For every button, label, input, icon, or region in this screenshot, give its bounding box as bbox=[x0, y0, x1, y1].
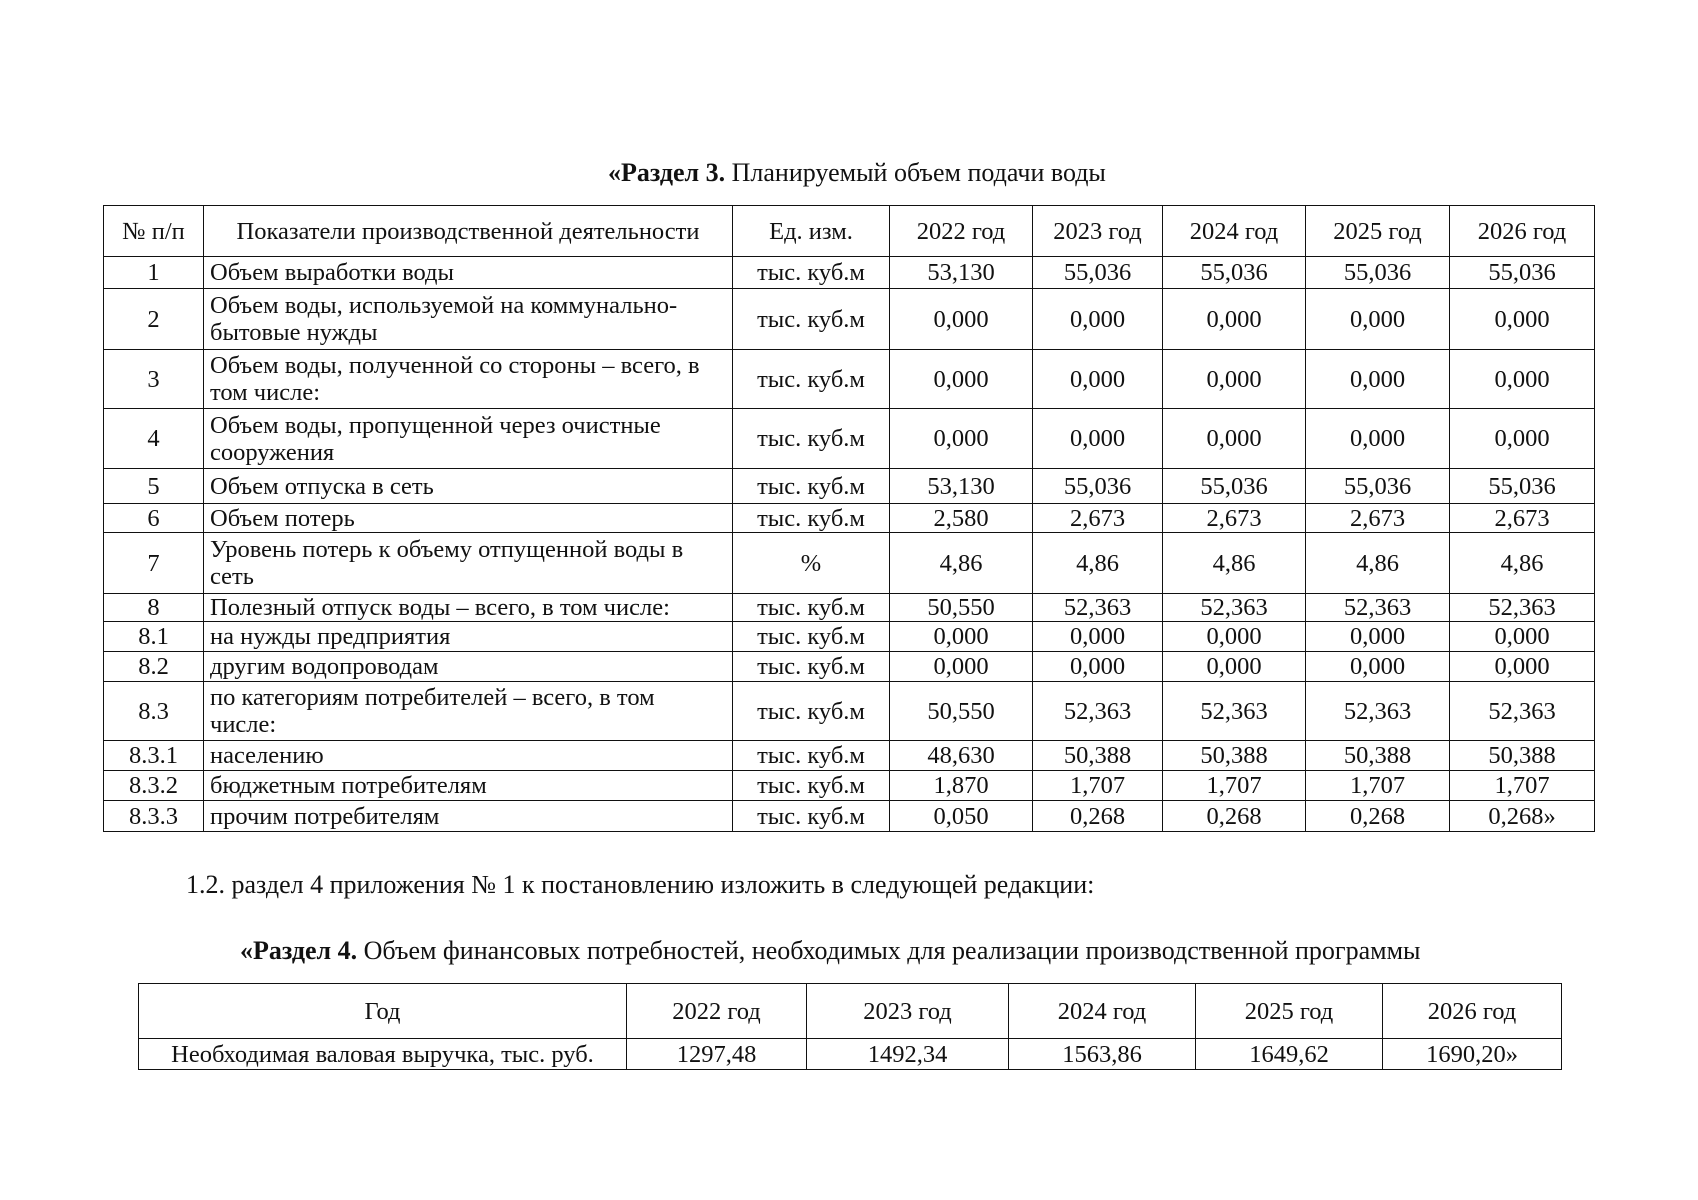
row-value-2026: 0,000 bbox=[1450, 622, 1595, 652]
table-row bbox=[104, 594, 1595, 622]
row-value-2024: 0,268 bbox=[1163, 801, 1306, 832]
section4-header-row bbox=[139, 984, 1562, 1039]
row-value-2022: 4,86 bbox=[890, 533, 1033, 594]
section3-table bbox=[103, 205, 1595, 832]
row-value-2022: 0,000 bbox=[890, 652, 1033, 682]
row-value-2023: 55,036 bbox=[1033, 469, 1163, 504]
row-number: 8 bbox=[104, 594, 204, 622]
row-value-2024: 4,86 bbox=[1163, 533, 1306, 594]
row-value-2025: 0,000 bbox=[1306, 622, 1450, 652]
table-row bbox=[104, 289, 1595, 350]
row-value-2026: 1,707 bbox=[1450, 771, 1595, 801]
row-value-2023: 50,388 bbox=[1033, 741, 1163, 771]
row-unit: тыс. куб.м bbox=[733, 409, 890, 469]
row-value-2024: 0,000 bbox=[1163, 289, 1306, 350]
row-indicator: прочим потребителям bbox=[204, 801, 733, 832]
row-number: 3 bbox=[104, 350, 204, 409]
row-value-2025: 2,673 bbox=[1306, 504, 1450, 533]
table-row bbox=[104, 741, 1595, 771]
revenue-value-2026: 1690,20» bbox=[1383, 1039, 1562, 1070]
section3-title-rest: Планируемый объем подачи воды bbox=[725, 158, 1106, 187]
row-value-2022: 0,000 bbox=[890, 622, 1033, 652]
row-number: 8.1 bbox=[104, 622, 204, 652]
row-indicator: Объем воды, пропущенной через очистные сооружения bbox=[204, 409, 733, 469]
row-value-2025: 50,388 bbox=[1306, 741, 1450, 771]
row-number: 7 bbox=[104, 533, 204, 594]
row-unit: тыс. куб.м bbox=[733, 257, 890, 289]
row-value-2024: 50,388 bbox=[1163, 741, 1306, 771]
table-row bbox=[104, 504, 1595, 533]
row-indicator: Объем отпуска в сеть bbox=[204, 469, 733, 504]
row-unit: тыс. куб.м bbox=[733, 682, 890, 741]
revenue-value-2025: 1649,62 bbox=[1196, 1039, 1383, 1070]
row-value-2024: 2,673 bbox=[1163, 504, 1306, 533]
row-number: 5 bbox=[104, 469, 204, 504]
row-value-2026: 2,673 bbox=[1450, 504, 1595, 533]
row-number: 8.3.2 bbox=[104, 771, 204, 801]
table-row bbox=[104, 652, 1595, 682]
row-indicator: Объем воды, полученной со стороны – всего, в том числе: bbox=[204, 350, 733, 409]
row-value-2023: 4,86 bbox=[1033, 533, 1163, 594]
row-unit: тыс. куб.м bbox=[733, 652, 890, 682]
row-unit: тыс. куб.м bbox=[733, 469, 890, 504]
row-value-2022: 0,000 bbox=[890, 289, 1033, 350]
row-value-2024: 0,000 bbox=[1163, 350, 1306, 409]
row-value-2024: 0,000 bbox=[1163, 652, 1306, 682]
row-value-2026: 50,388 bbox=[1450, 741, 1595, 771]
row-value-2024: 55,036 bbox=[1163, 469, 1306, 504]
header-indicator: Показатели производственной деятельности bbox=[204, 206, 733, 257]
row-number: 8.2 bbox=[104, 652, 204, 682]
table-row bbox=[104, 801, 1595, 832]
row-unit: тыс. куб.м bbox=[733, 622, 890, 652]
row-value-2026: 0,000 bbox=[1450, 350, 1595, 409]
row-value-2026: 0,000 bbox=[1450, 409, 1595, 469]
row-value-2024: 52,363 bbox=[1163, 594, 1306, 622]
row-value-2024: 52,363 bbox=[1163, 682, 1306, 741]
row-value-2023: 0,268 bbox=[1033, 801, 1163, 832]
row-value-2025: 0,268 bbox=[1306, 801, 1450, 832]
row-unit: тыс. куб.м bbox=[733, 350, 890, 409]
row-value-2022: 50,550 bbox=[890, 682, 1033, 741]
row-value-2022: 0,050 bbox=[890, 801, 1033, 832]
header-year-2024: 2024 год bbox=[1163, 206, 1306, 257]
row-value-2026: 55,036 bbox=[1450, 257, 1595, 289]
row-number: 8.3.1 bbox=[104, 741, 204, 771]
row-value-2024: 55,036 bbox=[1163, 257, 1306, 289]
table-row bbox=[104, 622, 1595, 652]
header-year-2023: 2023 год bbox=[1033, 206, 1163, 257]
section3-header-row bbox=[104, 206, 1595, 257]
table-row bbox=[104, 682, 1595, 741]
revenue-value-2022: 1297,48 bbox=[627, 1039, 807, 1070]
revenue-value-2023: 1492,34 bbox=[807, 1039, 1009, 1070]
row-indicator: Объем воды, используемой на коммунально-бытовые нужды bbox=[204, 289, 733, 350]
row-value-2022: 53,130 bbox=[890, 469, 1033, 504]
row-indicator: Полезный отпуск воды – всего, в том числе: bbox=[204, 594, 733, 622]
row-unit: тыс. куб.м bbox=[733, 801, 890, 832]
row-value-2024: 0,000 bbox=[1163, 622, 1306, 652]
amendment-paragraph: 1.2. раздел 4 приложения № 1 к постановлению изложить в следующей редакции: bbox=[186, 870, 1095, 899]
row-value-2025: 4,86 bbox=[1306, 533, 1450, 594]
row-value-2026: 52,363 bbox=[1450, 594, 1595, 622]
row-value-2025: 55,036 bbox=[1306, 469, 1450, 504]
header-year-2025: 2025 год bbox=[1196, 984, 1383, 1039]
row-indicator: населению bbox=[204, 741, 733, 771]
row-value-2023: 52,363 bbox=[1033, 682, 1163, 741]
header-year-2022: 2022 год bbox=[627, 984, 807, 1039]
row-unit: тыс. куб.м bbox=[733, 289, 890, 350]
row-indicator: на нужды предприятия bbox=[204, 622, 733, 652]
section3-table-body bbox=[104, 257, 1595, 832]
row-value-2026: 0,000 bbox=[1450, 652, 1595, 682]
row-value-2026: 0,000 bbox=[1450, 289, 1595, 350]
row-number: 4 bbox=[104, 409, 204, 469]
revenue-label: Необходимая валовая выручка, тыс. руб. bbox=[139, 1039, 627, 1070]
row-unit: тыс. куб.м bbox=[733, 771, 890, 801]
row-unit: тыс. куб.м bbox=[733, 594, 890, 622]
row-value-2022: 50,550 bbox=[890, 594, 1033, 622]
row-value-2022: 53,130 bbox=[890, 257, 1033, 289]
row-unit: тыс. куб.м bbox=[733, 504, 890, 533]
table-row bbox=[104, 257, 1595, 289]
row-indicator: Объем потерь bbox=[204, 504, 733, 533]
header-year-label: Год bbox=[139, 984, 627, 1039]
row-value-2023: 0,000 bbox=[1033, 409, 1163, 469]
header-year-2023: 2023 год bbox=[807, 984, 1009, 1039]
row-value-2024: 1,707 bbox=[1163, 771, 1306, 801]
row-number: 2 bbox=[104, 289, 204, 350]
section3-title-bold: «Раздел 3. bbox=[608, 158, 726, 187]
row-value-2022: 0,000 bbox=[890, 350, 1033, 409]
row-value-2024: 0,000 bbox=[1163, 409, 1306, 469]
header-year-2026: 2026 год bbox=[1450, 206, 1595, 257]
row-value-2023: 0,000 bbox=[1033, 350, 1163, 409]
row-value-2023: 55,036 bbox=[1033, 257, 1163, 289]
header-year-2024: 2024 год bbox=[1009, 984, 1196, 1039]
row-value-2025: 52,363 bbox=[1306, 594, 1450, 622]
revenue-value-2024: 1563,86 bbox=[1009, 1039, 1196, 1070]
table-row bbox=[104, 350, 1595, 409]
row-number: 8.3 bbox=[104, 682, 204, 741]
header-unit: Ед. изм. bbox=[733, 206, 890, 257]
row-indicator: Уровень потерь к объему отпущенной воды в сеть bbox=[204, 533, 733, 594]
row-indicator: по категориям потребителей – всего, в том числе: bbox=[204, 682, 733, 741]
row-value-2022: 0,000 bbox=[890, 409, 1033, 469]
section4-title bbox=[240, 936, 1421, 966]
row-value-2025: 55,036 bbox=[1306, 257, 1450, 289]
row-value-2022: 2,580 bbox=[890, 504, 1033, 533]
section4-title-rest: Объем финансовых потребностей, необходимых для реализации производственной программы bbox=[357, 936, 1421, 965]
table-row bbox=[104, 533, 1595, 594]
row-value-2025: 0,000 bbox=[1306, 350, 1450, 409]
section4-table bbox=[138, 983, 1562, 1070]
row-value-2025: 0,000 bbox=[1306, 289, 1450, 350]
row-value-2025: 0,000 bbox=[1306, 652, 1450, 682]
table-row bbox=[104, 409, 1595, 469]
row-value-2026: 0,268» bbox=[1450, 801, 1595, 832]
row-value-2023: 0,000 bbox=[1033, 652, 1163, 682]
row-value-2022: 48,630 bbox=[890, 741, 1033, 771]
section4-revenue-row bbox=[139, 1039, 1562, 1070]
row-indicator: бюджетным потребителям bbox=[204, 771, 733, 801]
table-row bbox=[104, 771, 1595, 801]
row-indicator: Объем выработки воды bbox=[204, 257, 733, 289]
row-value-2025: 52,363 bbox=[1306, 682, 1450, 741]
row-number: 1 bbox=[104, 257, 204, 289]
section4-title-bold: «Раздел 4. bbox=[240, 936, 358, 965]
row-unit: % bbox=[733, 533, 890, 594]
row-value-2026: 4,86 bbox=[1450, 533, 1595, 594]
row-number: 6 bbox=[104, 504, 204, 533]
table-row bbox=[104, 469, 1595, 504]
row-value-2025: 0,000 bbox=[1306, 409, 1450, 469]
row-value-2023: 0,000 bbox=[1033, 289, 1163, 350]
row-value-2023: 1,707 bbox=[1033, 771, 1163, 801]
row-value-2026: 52,363 bbox=[1450, 682, 1595, 741]
header-year-2022: 2022 год bbox=[890, 206, 1033, 257]
row-number: 8.3.3 bbox=[104, 801, 204, 832]
header-year-2025: 2025 год bbox=[1306, 206, 1450, 257]
row-value-2025: 1,707 bbox=[1306, 771, 1450, 801]
section3-title bbox=[608, 158, 1106, 188]
header-num: № п/п bbox=[104, 206, 204, 257]
header-year-2026: 2026 год bbox=[1383, 984, 1562, 1039]
row-value-2026: 55,036 bbox=[1450, 469, 1595, 504]
row-indicator: другим водопроводам bbox=[204, 652, 733, 682]
row-value-2023: 2,673 bbox=[1033, 504, 1163, 533]
row-unit: тыс. куб.м bbox=[733, 741, 890, 771]
row-value-2022: 1,870 bbox=[890, 771, 1033, 801]
row-value-2023: 0,000 bbox=[1033, 622, 1163, 652]
row-value-2023: 52,363 bbox=[1033, 594, 1163, 622]
